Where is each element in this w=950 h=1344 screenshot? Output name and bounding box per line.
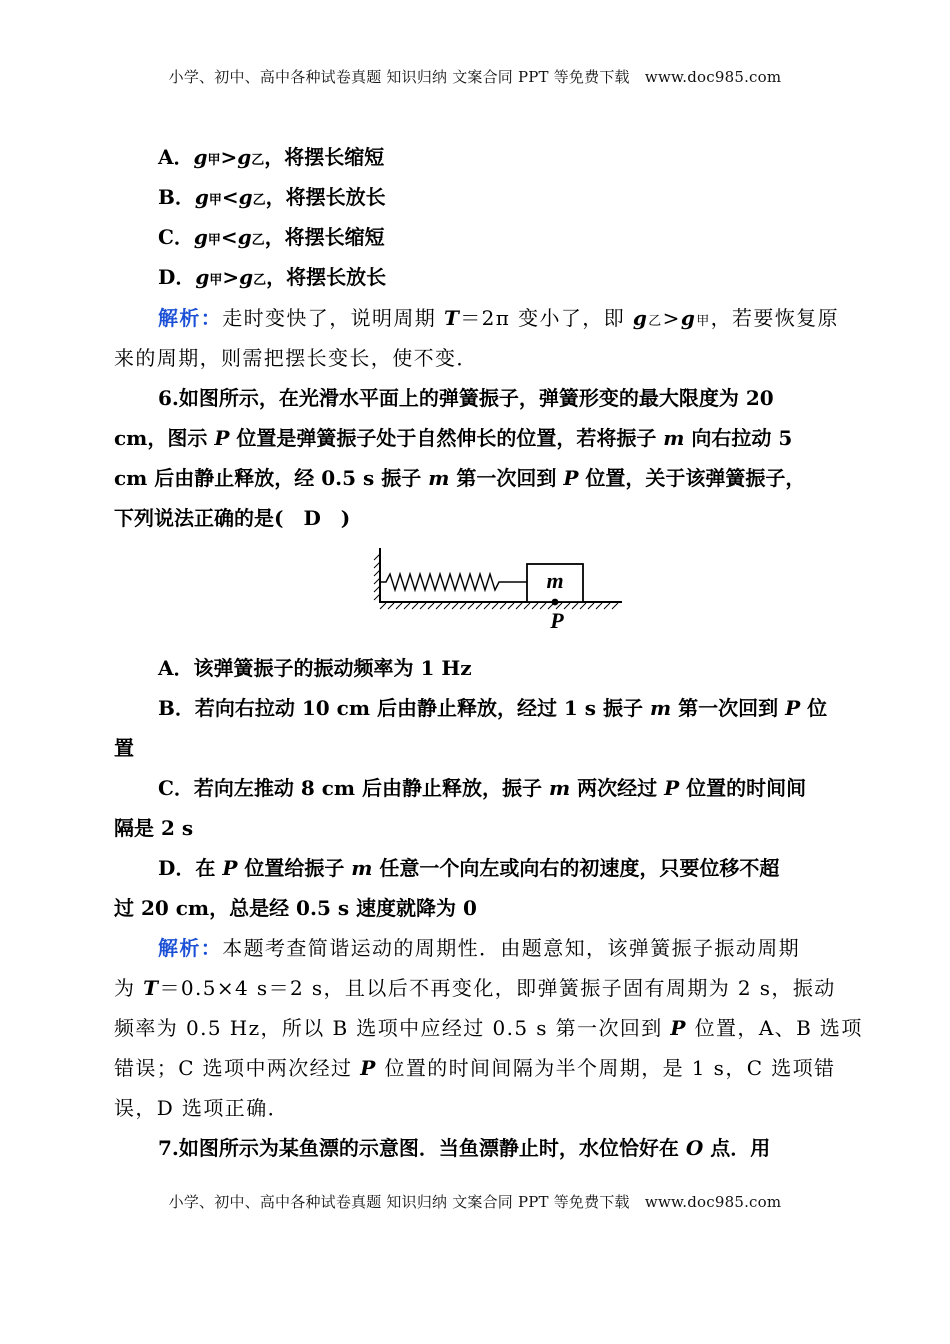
q6-solution-line-2: 为 T＝0.5×4 s＝2 s，且以后不再变化，即弹簧振子固有周期为 2 s，振动 <box>114 976 836 1000</box>
q6-solution-line-1: 解析：本题考查简谐运动的周期性．由题意知，该弹簧振子振动周期 <box>158 936 801 960</box>
page-header: 小学、初中、高中各种试卷真题 知识归纳 文案合同 PPT 等免费下载 www.doc985.com <box>168 68 782 86</box>
q6-option-b: B．若向右拉动 10 cm 后由静止释放，经过 1 s 振子 m 第一次回到 P 位 <box>158 696 828 720</box>
q6-solution-line-5: 误，D 选项正确． <box>114 1096 289 1120</box>
q5-solution-line-1: 解析：走时变快了，说明周期 T＝2π 变小了，即 g乙>g甲，若要恢复原 <box>158 306 840 330</box>
q7-stem-line-1: 7.如图所示为某鱼漂的示意图．当鱼漂静止时，水位恰好在 O 点．用 <box>158 1136 771 1160</box>
q6-option-b-cont: 置 <box>114 736 134 760</box>
q6-stem-line-3: cm 后由静止释放，经 0.5 s 振子 m 第一次回到 P 位置，关于该弹簧振子， <box>114 466 806 490</box>
q5-option-b: B．g甲<g乙，将摆长放长 <box>158 185 386 209</box>
q6-stem-line-2: cm，图示 P 位置是弹簧振子处于自然伸长的位置，若将振子 m 向右拉动 5 <box>114 426 793 450</box>
q6-option-d: D．在 P 位置给振子 m 任意一个向左或向右的初速度，只要位移不超 <box>158 856 780 880</box>
spring <box>381 574 527 590</box>
q6-option-c: C．若向左推动 8 cm 后由静止释放，振子 m 两次经过 P 位置的时间间 <box>158 776 807 800</box>
q5-option-a: A．g甲>g乙，将摆长缩短 <box>158 145 385 169</box>
spring-oscillator-figure <box>372 546 626 632</box>
q6-stem-line-4: 下列说法正确的是( D ) <box>114 506 351 530</box>
q6-solution-line-4: 错误；C 选项中两次经过 P 位置的时间间隔为半个周期，是 1 s，C 选项错 <box>114 1056 836 1080</box>
q6-option-d-cont: 过 20 cm，总是经 0.5 s 速度就降为 0 <box>114 896 477 920</box>
q6-stem-line-1: 6.如图所示，在光滑水平面上的弹簧振子，弹簧形变的最大限度为 20 <box>158 386 774 410</box>
point-p-dot <box>552 599 559 606</box>
mass-label: m <box>546 568 564 593</box>
q5-solution-line-2: 来的周期，则需把摆长变长，使不变． <box>114 346 478 370</box>
q6-solution-line-3: 频率为 0.5 Hz，所以 B 选项中应经过 0.5 s 第一次回到 P 位置，A、B 选项 <box>114 1016 863 1040</box>
q6-option-a: A．该弹簧振子的振动频率为 1 Hz <box>158 656 472 680</box>
q5-option-c: C．g甲<g乙，将摆长缩短 <box>158 225 385 249</box>
q5-option-d: D．g甲>g乙，将摆长放长 <box>158 265 387 289</box>
page-footer: 小学、初中、高中各种试卷真题 知识归纳 文案合同 PPT 等免费下载 www.doc985.com <box>168 1193 782 1211</box>
point-label: P <box>550 608 564 632</box>
solution-tag: 解析： <box>158 936 223 960</box>
solution-tag: 解析： <box>158 306 223 330</box>
floor-hatching <box>380 603 618 609</box>
q6-option-c-cont: 隔是 2 s <box>114 816 194 840</box>
